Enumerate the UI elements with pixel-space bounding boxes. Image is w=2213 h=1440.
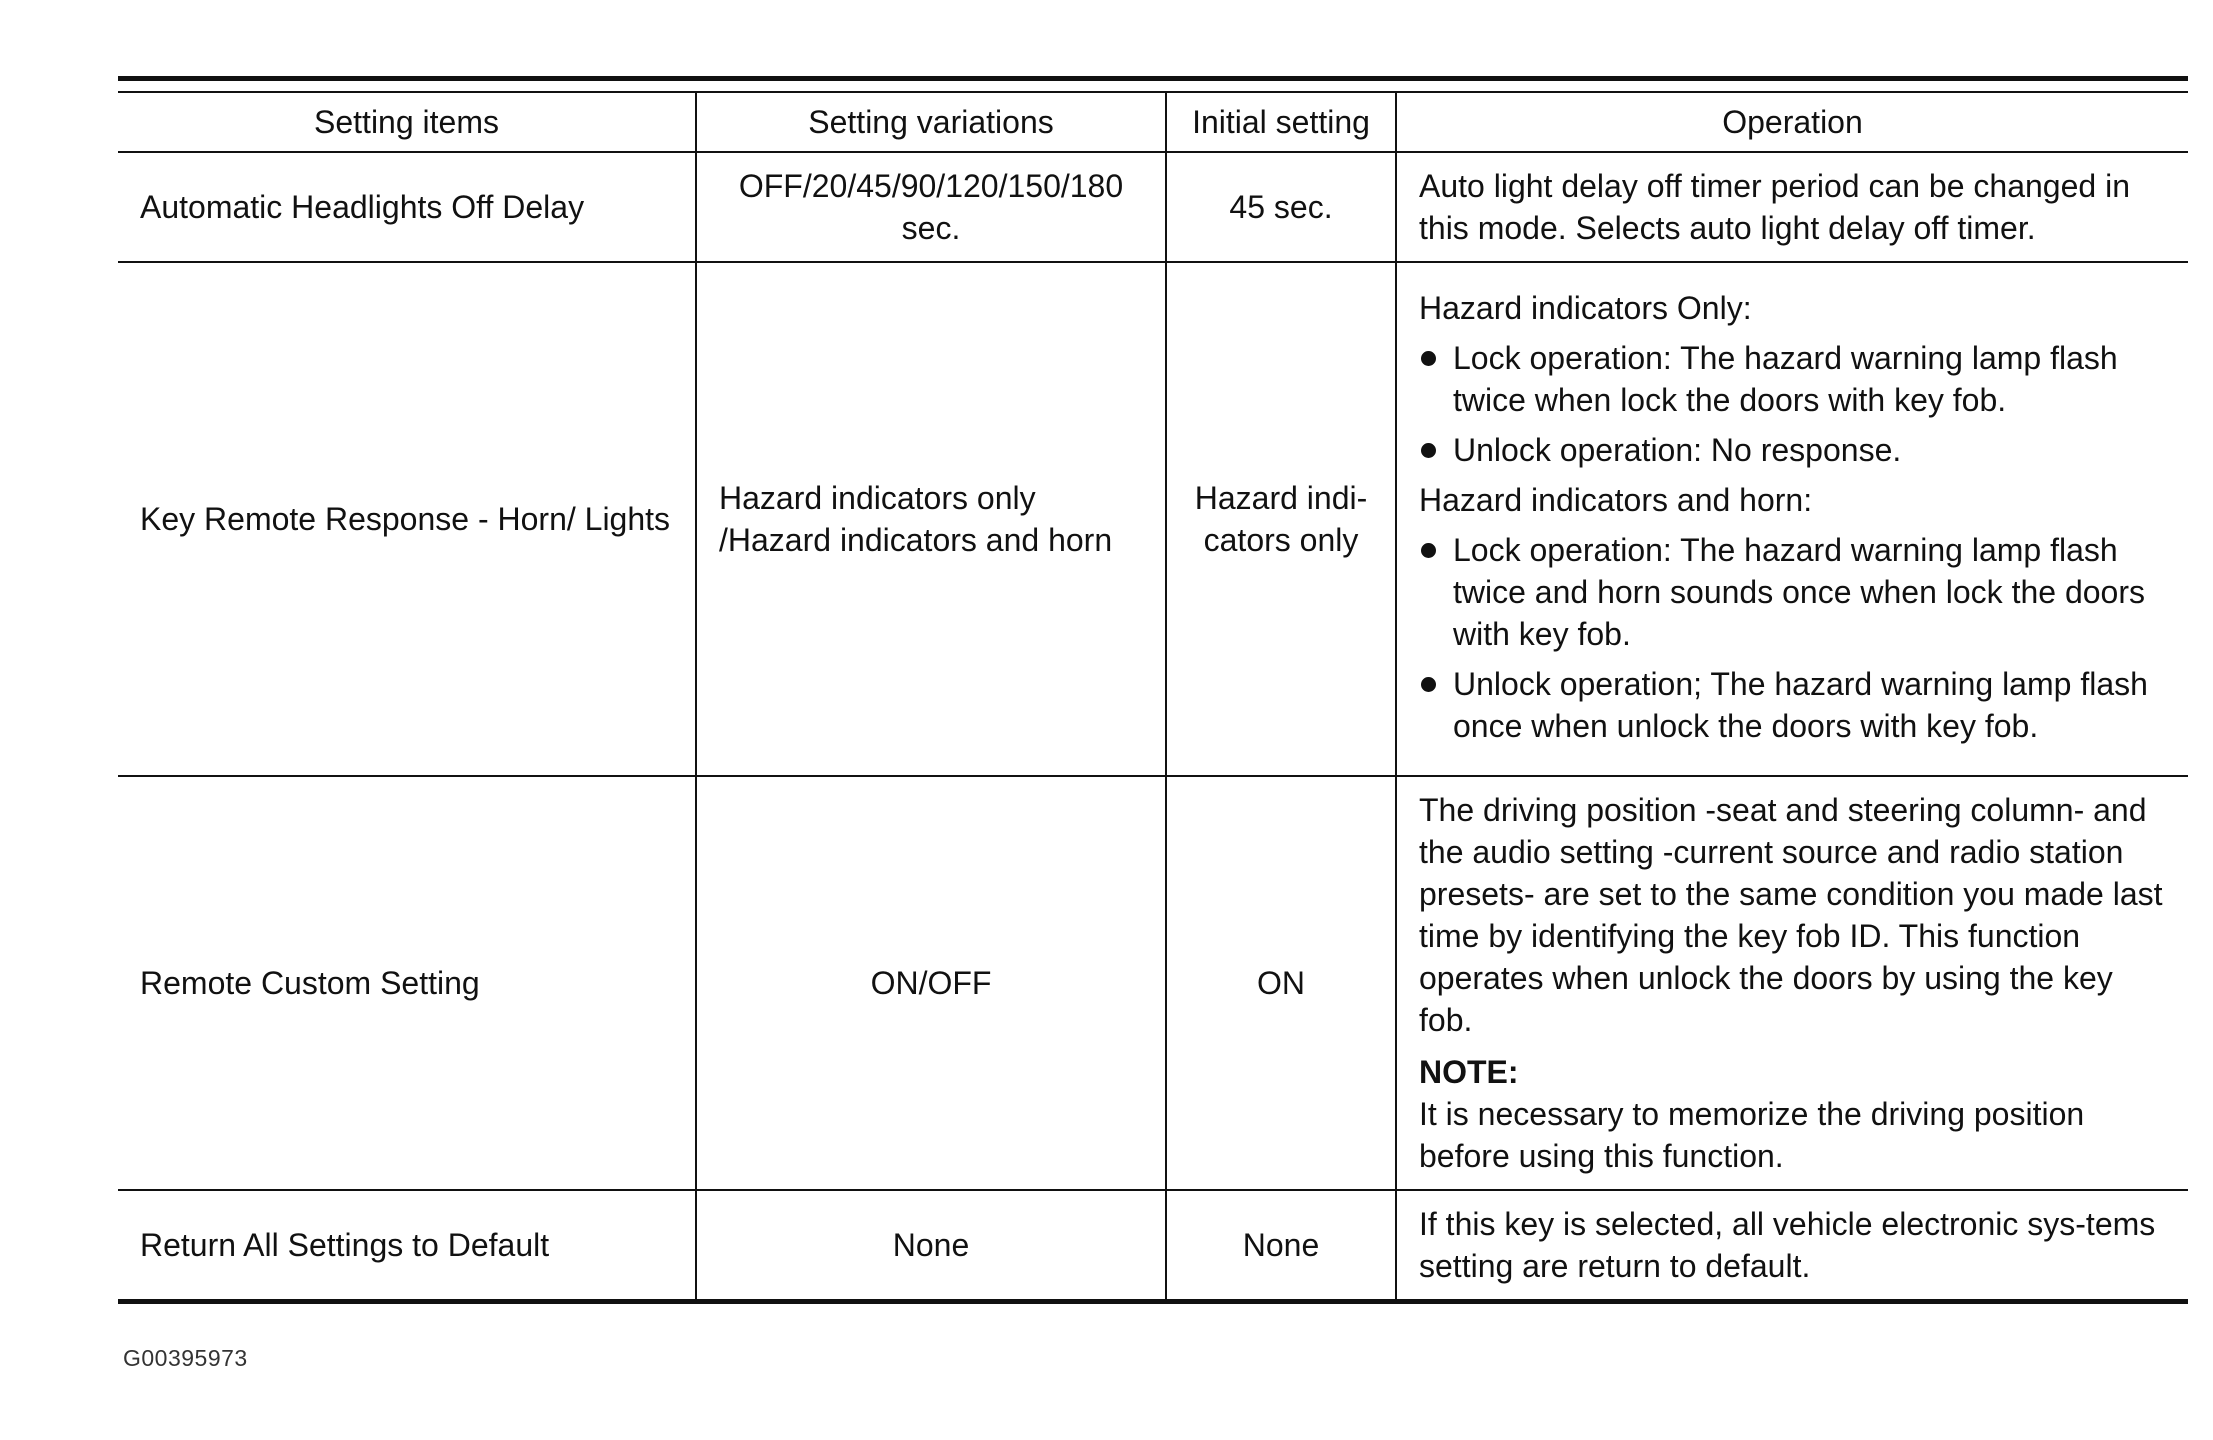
setting-item-cell: Return All Settings to Default: [118, 1190, 696, 1302]
operation-cell: If this key is selected, all vehicle electronic sys-tems setting are return to default.: [1396, 1190, 2188, 1302]
top-thick-rule: [118, 76, 2188, 81]
note-label: NOTE:: [1419, 1054, 1519, 1090]
list-item: [1419, 429, 2168, 471]
header-operation: Operation: [1396, 93, 2188, 152]
initial-setting-cell: ON: [1166, 776, 1396, 1190]
operation-group-title: Hazard indicators Only:: [1419, 290, 1752, 326]
figure-id: G00395973: [123, 1345, 248, 1371]
header-row: [118, 93, 2188, 152]
setting-variations-cell: ON/OFF: [696, 776, 1166, 1190]
setting-variations-cell: None: [696, 1190, 1166, 1302]
bullet-text: Unlock operation; The hazard warning lamp flash once when unlock the doors with key fob.: [1453, 666, 2148, 744]
setting-item-cell: Automatic Headlights Off Delay: [118, 152, 696, 262]
initial-setting-cell: Hazard indi-cators only: [1166, 262, 1396, 776]
bullet-text: Lock operation: The hazard warning lamp flash twice when lock the doors with key fob.: [1453, 340, 2118, 418]
header-setting-items: Setting items: [118, 93, 696, 152]
bullet-dot-icon: [1421, 351, 1436, 366]
table-row: [118, 776, 2188, 1190]
bullet-dot-icon: [1421, 443, 1436, 458]
bullet-dot-icon: [1421, 677, 1436, 692]
settings-table-container: [118, 76, 2188, 1304]
initial-setting-cell: None: [1166, 1190, 1396, 1302]
bullet-text: Lock operation: The hazard warning lamp flash twice and horn sounds once when lock the doors with key fob.: [1453, 532, 2145, 652]
table-row: [118, 152, 2188, 262]
operation-group-title: Hazard indicators and horn:: [1419, 482, 1813, 518]
list-item: [1419, 529, 2168, 655]
list-item: [1419, 337, 2168, 421]
initial-setting-cell: 45 sec.: [1166, 152, 1396, 262]
header-initial-setting: Initial setting: [1166, 93, 1396, 152]
operation-cell: Auto light delay off timer period can be changed in this mode. Selects auto light delay off timer.: [1396, 152, 2188, 262]
setting-variations-cell: Hazard indicators only /Hazard indicators and horn: [696, 262, 1166, 776]
header-setting-variations: Setting variations: [696, 93, 1166, 152]
list-item: [1419, 663, 2168, 747]
table-row: [118, 262, 2188, 776]
bullet-dot-icon: [1421, 543, 1436, 558]
note-text: It is necessary to memorize the driving position before using this function.: [1419, 1096, 2085, 1174]
setting-variations-cell: OFF/20/45/90/120/150/180 sec.: [696, 152, 1166, 262]
operation-cell: [1396, 776, 2188, 1190]
operation-cell: [1396, 262, 2188, 776]
setting-item-cell: Key Remote Response - Horn/ Lights: [118, 262, 696, 776]
settings-table: [118, 93, 2188, 1304]
table-row: [118, 1190, 2188, 1302]
operation-text: The driving position -seat and steering column- and the audio setting -current source and radio station presets- are set to the same condition you made last time by identifying the key fob ID. This function operates when unlock the doors by using the key fob.: [1419, 792, 2163, 1038]
bullet-text: Unlock operation: No response.: [1453, 432, 1902, 468]
setting-item-cell: Remote Custom Setting: [118, 776, 696, 1190]
